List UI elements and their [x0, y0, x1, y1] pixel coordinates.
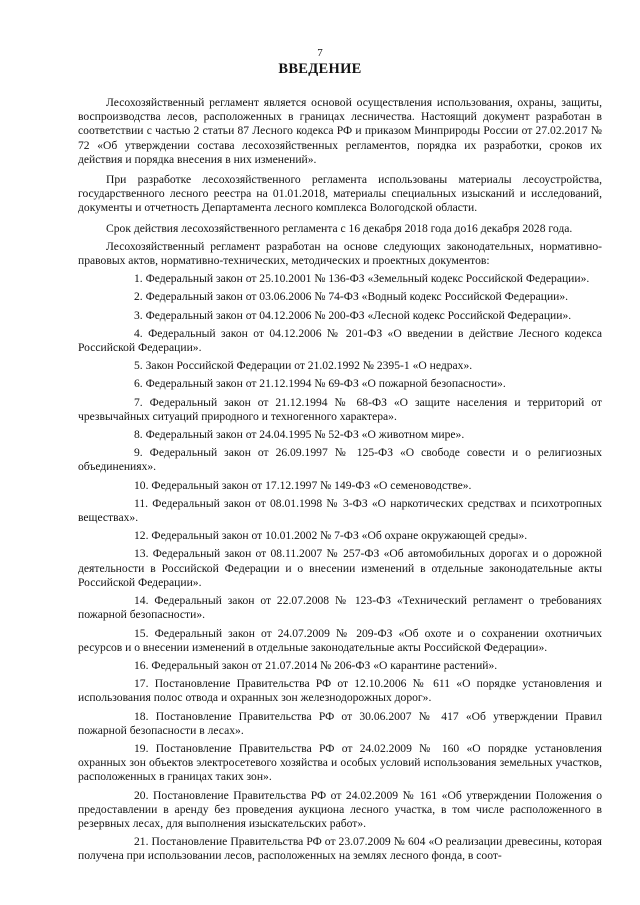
item-text: Закон Российской Федерации от 21.02.1992 № 2395-1 «О недрах». — [145, 359, 473, 373]
page-title: ВВЕДЕНИЕ — [278, 61, 362, 77]
list-item — [78, 659, 602, 673]
item-number: 15. — [134, 626, 149, 640]
item-number: 4. — [134, 326, 143, 340]
item-text: Федеральный закон от 22.07.2008 № 123-ФЗ «Технический регламент о требованиях пожарной безопасности». — [78, 594, 602, 622]
item-number: 12. — [134, 529, 149, 543]
item-text: Федеральный закон от 17.12.1997 № 149-ФЗ «О семеноводстве». — [151, 478, 472, 492]
list-item — [78, 327, 602, 355]
item-number: 1. — [134, 272, 143, 286]
item-number: 3. — [134, 308, 143, 322]
list-item — [78, 290, 602, 304]
documents-list — [78, 272, 602, 863]
item-text: Федеральный закон от 21.12.1994 № 69-ФЗ «О пожарной безопасности». — [145, 377, 506, 391]
item-text: Постановление Правительства РФ от 23.07.2009 № 604 «О реализации древесины, которая получена при использовании лесов, расположенных на землях лесного фонда, в соот- — [78, 835, 602, 863]
item-number: 20. — [134, 788, 149, 802]
item-text: Постановление Правительства РФ от 24.02.2009 № 161 «Об утверждении Положения о предоставлении в аренду без проведения аукциона лесного участка, в том числе расположенного в резервных лесах, для выполнения изыскательских работ». — [78, 788, 602, 830]
item-text: Федеральный закон от 08.11.2007 № 257-ФЗ «Об автомобильных дорогах и о дорожной деятельности в Российской Федерации и о внесении изменений в отдельные законодательные акты Российской Федерации». — [78, 547, 602, 589]
list-item — [78, 547, 602, 590]
item-text: Федеральный закон от 08.01.1998 № 3-ФЗ «О наркотических средствах и психотропных веществах». — [78, 496, 602, 525]
item-text: Федеральный закон от 10.01.2002 № 7-ФЗ «Об охране окружающей среды». — [151, 529, 528, 543]
paragraph-materials: При разработке лесохозяйственного регламента использованы материалы лесоустройства, государственного лесного реестра на 01.01.2018, материалы специальных изысканий и исследований, документы и отчетность Департамента лесного комплекса Вологодской области. — [78, 173, 602, 215]
item-number: 10. — [134, 478, 149, 492]
list-item — [78, 529, 602, 543]
item-number: 17. — [134, 677, 149, 691]
list-item — [78, 627, 602, 655]
item-number: 21. — [134, 835, 149, 849]
item-number: 5. — [134, 359, 143, 373]
item-number: 2. — [134, 290, 143, 304]
item-number: 11. — [134, 496, 149, 510]
list-item — [78, 446, 602, 474]
item-number: 9. — [134, 446, 143, 460]
item-text: Постановление Правительства РФ от 12.10.2006 № 611 «О порядке установления и использования полос отвода и охранных зон железнодорожных дорог». — [78, 677, 602, 705]
item-number: 6. — [134, 377, 143, 391]
list-item — [78, 359, 602, 373]
item-text: Федеральный закон от 24.04.1995 № 52-ФЗ «О животном мире». — [145, 428, 465, 442]
item-text: Федеральный закон от 03.06.2006 № 74-ФЗ «Водный кодекс Российской Федерации». — [145, 290, 569, 304]
paragraph-intro: Лесохозяйственный регламент является основой осуществления использования, охраны, защиты, воспроизводства лесов, расположенных в границах лесничества. Настоящий документ разработан в соответствии с частью 2 статьи 87 Лесного кодекса РФ и приказом Минприроды России от 27.02.2017 № 72 «Об утверждении состава лесохозяйственных регламентов, порядка их разработки, сроков их действия и порядка внесения в них изменений». — [78, 96, 602, 166]
list-item — [78, 428, 602, 442]
list-item — [78, 479, 602, 493]
paragraph-validity: Срок действия лесохозяйственного регламента с 16 декабря 2018 года до16 декабря 2028 года. — [106, 221, 573, 235]
item-text: Федеральный закон от 04.12.2006 № 200-ФЗ «Лесной кодекс Российской Федерации». — [145, 308, 572, 322]
list-item — [78, 272, 602, 286]
list-item — [78, 677, 602, 705]
item-number: 19. — [134, 741, 149, 755]
paragraph-sources: Лесохозяйственный регламент разработан на основе следующих законодательных, нормативно-правовых актов, нормативно-технических, методических и проектных документов: — [78, 239, 602, 268]
item-text: Постановление Правительства РФ от 30.06.2007 № 417 «Об утверждении Правил пожарной безопасности в лесах». — [78, 709, 602, 737]
item-number: 7. — [134, 395, 143, 409]
item-number: 14. — [134, 594, 149, 608]
list-item — [78, 309, 602, 323]
page-number: 7 — [317, 47, 323, 59]
list-item — [78, 594, 602, 622]
list-item — [78, 835, 602, 863]
item-text: Федеральный закон от 26.09.1997 № 125-ФЗ «О свободе совести и о религиозных объединениях». — [78, 446, 602, 474]
list-item — [78, 742, 602, 785]
item-text: Федеральный закон от 25.10.2001 № 136-ФЗ «Земельный кодекс Российской Федерации». — [145, 272, 590, 286]
list-item — [78, 396, 602, 424]
item-number: 16. — [134, 658, 149, 672]
item-number: 8. — [134, 428, 143, 442]
list-item — [78, 497, 602, 525]
item-text: Федеральный закон от 04.12.2006 № 201-ФЗ «О введении в действие Лесного кодекса Российской Федерации». — [78, 326, 603, 355]
item-text: Федеральный закон от 24.07.2009 № 209-ФЗ «Об охоте и о сохранении охотничьих ресурсов и о внесении изменений в отдельные законодательные акты Российской Федерации». — [78, 626, 602, 654]
list-item — [78, 710, 602, 738]
item-text: Федеральный закон от 21.12.1994 № 68-ФЗ «О защите населения и территорий от чрезвычайных ситуаций природного и техногенного характера». — [78, 395, 603, 423]
document-body — [78, 96, 602, 864]
item-number: 18. — [134, 709, 149, 723]
list-item — [78, 377, 602, 391]
item-number: 13. — [134, 547, 149, 561]
item-text: Постановление Правительства РФ от 24.02.2009 № 160 «О порядке установления охранных зон объектов электросетевого хозяйства и особых условий использования земельных участков, расположенных в границах таких зон». — [78, 741, 602, 784]
list-item — [78, 789, 602, 832]
item-text: Федеральный закон от 21.07.2014 № 206-ФЗ «О карантине растений». — [151, 658, 498, 672]
